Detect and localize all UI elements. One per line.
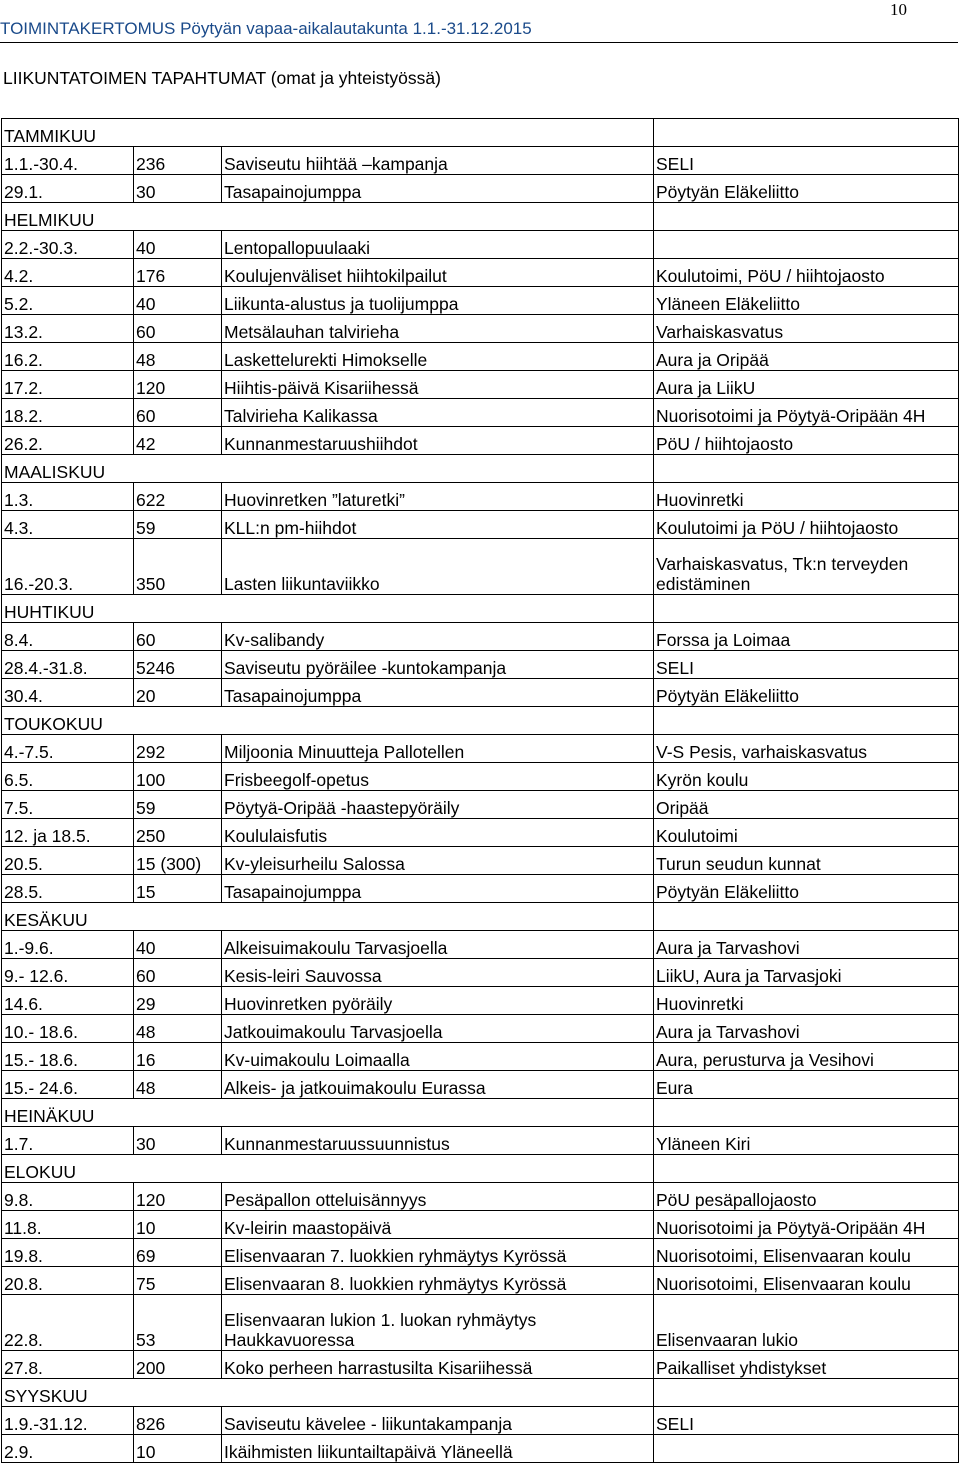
event-organizer: Oripää <box>654 791 959 819</box>
event-organizer: Varhaiskasvatus <box>654 315 959 343</box>
event-name: Koko perheen harrastusilta Kisariihessä <box>222 1351 654 1379</box>
event-row <box>2 147 959 175</box>
event-organizer: V-S Pesis, varhaiskasvatus <box>654 735 959 763</box>
event-name: Saviseutu kävelee - liikuntakampanja <box>222 1407 654 1435</box>
event-organizer: Kyrön koulu <box>654 763 959 791</box>
participant-count: 15 <box>134 875 222 903</box>
event-date: 27.8. <box>2 1351 134 1379</box>
event-organizer: Huovinretki <box>654 483 959 511</box>
document-header: TOIMINTAKERTOMUS Pöytyän vapaa-aikalautakunta 1.1.-31.12.2015 <box>0 19 532 38</box>
event-name: Tasapainojumppa <box>222 679 654 707</box>
event-name: Hiihtis-päivä Kisariihessä <box>222 371 654 399</box>
event-date: 2.2.-30.3. <box>2 231 134 259</box>
event-row <box>2 1267 959 1295</box>
event-row <box>2 679 959 707</box>
month-empty-cell <box>654 1379 959 1407</box>
event-date: 1.7. <box>2 1127 134 1155</box>
month-label: HEINÄKUU <box>2 1099 654 1127</box>
event-organizer: Varhaiskasvatus, Tk:n terveyden edistäminen <box>654 539 959 595</box>
event-row <box>2 1015 959 1043</box>
event-date: 28.5. <box>2 875 134 903</box>
event-name: Pöytyä-Oripää -haastepyöräily <box>222 791 654 819</box>
event-organizer: Aura, perusturva ja Vesihovi <box>654 1043 959 1071</box>
event-row <box>2 539 959 595</box>
event-name: Pesäpallon otteluisännyys <box>222 1183 654 1211</box>
event-name: Alkeis- ja jatkouimakoulu Eurassa <box>222 1071 654 1099</box>
event-organizer: Eura <box>654 1071 959 1099</box>
event-organizer: Pöytyän Eläkeliitto <box>654 175 959 203</box>
month-label: MAALISKUU <box>2 455 654 483</box>
event-row <box>2 427 959 455</box>
event-date: 9.8. <box>2 1183 134 1211</box>
participant-count: 42 <box>134 427 222 455</box>
participant-count: 16 <box>134 1043 222 1071</box>
participant-count: 40 <box>134 287 222 315</box>
participant-count: 200 <box>134 1351 222 1379</box>
event-date: 1.-9.6. <box>2 931 134 959</box>
month-row <box>2 1379 959 1407</box>
event-name: Kesis-leiri Sauvossa <box>222 959 654 987</box>
event-row <box>2 231 959 259</box>
event-date: 12. ja 18.5. <box>2 819 134 847</box>
event-organizer: Nuorisotoimi ja Pöytyä-Oripään 4H <box>654 399 959 427</box>
month-empty-cell <box>654 595 959 623</box>
event-organizer: PöU pesäpallojaosto <box>654 1183 959 1211</box>
event-date: 1.3. <box>2 483 134 511</box>
event-organizer: Forssa ja Loimaa <box>654 623 959 651</box>
event-row <box>2 791 959 819</box>
event-organizer: SELI <box>654 1407 959 1435</box>
event-date: 15.- 24.6. <box>2 1071 134 1099</box>
event-name: Elisenvaaran 7. luokkien ryhmäytys Kyrössä <box>222 1239 654 1267</box>
month-row <box>2 1099 959 1127</box>
event-name: Saviseutu hiihtää –kampanja <box>222 147 654 175</box>
event-date: 5.2. <box>2 287 134 315</box>
event-organizer: Turun seudun kunnat <box>654 847 959 875</box>
participant-count: 30 <box>134 175 222 203</box>
event-name: Elisenvaaran lukion 1. luokan ryhmäytys Haukkavuoressa <box>222 1295 654 1351</box>
month-empty-cell <box>654 1099 959 1127</box>
month-row <box>2 903 959 931</box>
month-row <box>2 595 959 623</box>
event-date: 1.1.-30.4. <box>2 147 134 175</box>
month-empty-cell <box>654 707 959 735</box>
event-date: 6.5. <box>2 763 134 791</box>
event-date: 13.2. <box>2 315 134 343</box>
participant-count: 48 <box>134 1015 222 1043</box>
event-organizer: Nuorisotoimi ja Pöytyä-Oripään 4H <box>654 1211 959 1239</box>
event-date: 22.8. <box>2 1295 134 1351</box>
participant-count: 10 <box>134 1435 222 1463</box>
event-row <box>2 315 959 343</box>
event-row <box>2 819 959 847</box>
month-label: TAMMIKUU <box>2 119 654 147</box>
event-name: Huovinretken pyöräily <box>222 987 654 1015</box>
event-date: 29.1. <box>2 175 134 203</box>
event-organizer: SELI <box>654 651 959 679</box>
event-date: 30.4. <box>2 679 134 707</box>
event-date: 2.9. <box>2 1435 134 1463</box>
event-row <box>2 987 959 1015</box>
participant-count: 59 <box>134 511 222 539</box>
event-row <box>2 175 959 203</box>
participant-count: 40 <box>134 231 222 259</box>
event-date: 4.3. <box>2 511 134 539</box>
event-date: 28.4.-31.8. <box>2 651 134 679</box>
event-row <box>2 847 959 875</box>
event-date: 20.8. <box>2 1267 134 1295</box>
event-row <box>2 1407 959 1435</box>
participant-count: 5246 <box>134 651 222 679</box>
event-organizer: Huovinretki <box>654 987 959 1015</box>
event-organizer: Yläneen Eläkeliitto <box>654 287 959 315</box>
event-name: Huovinretken ”laturetki” <box>222 483 654 511</box>
participant-count: 10 <box>134 1211 222 1239</box>
event-name: Kv-uimakoulu Loimaalla <box>222 1043 654 1071</box>
event-row <box>2 763 959 791</box>
participant-count: 20 <box>134 679 222 707</box>
event-name: Ikäihmisten liikuntailtapäivä Yläneellä <box>222 1435 654 1463</box>
event-row <box>2 959 959 987</box>
event-organizer: Paikalliset yhdistykset <box>654 1351 959 1379</box>
event-organizer: Yläneen Kiri <box>654 1127 959 1155</box>
month-row <box>2 455 959 483</box>
event-row <box>2 511 959 539</box>
event-name: Saviseutu pyöräilee -kuntokampanja <box>222 651 654 679</box>
events-table <box>1 118 959 1463</box>
month-empty-cell <box>654 203 959 231</box>
participant-count: 59 <box>134 791 222 819</box>
event-name: Laskettelurekti Himokselle <box>222 343 654 371</box>
event-date: 17.2. <box>2 371 134 399</box>
participant-count: 48 <box>134 343 222 371</box>
month-row <box>2 1155 959 1183</box>
event-organizer: Aura ja Tarvashovi <box>654 931 959 959</box>
header-rule <box>0 42 958 43</box>
event-row <box>2 371 959 399</box>
event-name: Liikunta-alustus ja tuolijumppa <box>222 287 654 315</box>
event-row <box>2 1295 959 1351</box>
event-date: 4.-7.5. <box>2 735 134 763</box>
participant-count: 292 <box>134 735 222 763</box>
participant-count: 236 <box>134 147 222 175</box>
event-row <box>2 1127 959 1155</box>
event-date: 8.4. <box>2 623 134 651</box>
event-name: Talvirieha Kalikassa <box>222 399 654 427</box>
participant-count: 176 <box>134 259 222 287</box>
event-organizer: Aura ja Oripää <box>654 343 959 371</box>
event-name: Kunnanmestaruushiihdot <box>222 427 654 455</box>
event-date: 14.6. <box>2 987 134 1015</box>
participant-count: 40 <box>134 931 222 959</box>
event-row <box>2 287 959 315</box>
participant-count: 53 <box>134 1295 222 1351</box>
event-date: 20.5. <box>2 847 134 875</box>
event-date: 19.8. <box>2 1239 134 1267</box>
event-name: Tasapainojumppa <box>222 175 654 203</box>
event-name: Tasapainojumppa <box>222 875 654 903</box>
participant-count: 60 <box>134 623 222 651</box>
event-row <box>2 1183 959 1211</box>
participant-count: 622 <box>134 483 222 511</box>
participant-count: 69 <box>134 1239 222 1267</box>
month-label: TOUKOKUU <box>2 707 654 735</box>
events-table-body <box>2 119 959 1463</box>
month-label: SYYSKUU <box>2 1379 654 1407</box>
event-organizer: Aura ja Tarvashovi <box>654 1015 959 1043</box>
event-date: 7.5. <box>2 791 134 819</box>
month-empty-cell <box>654 1155 959 1183</box>
event-organizer: Nuorisotoimi, Elisenvaaran koulu <box>654 1267 959 1295</box>
participant-count: 350 <box>134 539 222 595</box>
event-date: 15.- 18.6. <box>2 1043 134 1071</box>
event-name: Koululaisfutis <box>222 819 654 847</box>
event-name: Koulujenväliset hiihtokilpailut <box>222 259 654 287</box>
event-date: 4.2. <box>2 259 134 287</box>
event-row <box>2 931 959 959</box>
event-name: Jatkouimakoulu Tarvasjoella <box>222 1015 654 1043</box>
event-row <box>2 343 959 371</box>
participant-count: 250 <box>134 819 222 847</box>
month-row <box>2 119 959 147</box>
page-number: 10 <box>890 0 907 19</box>
event-organizer: PöU / hiihtojaosto <box>654 427 959 455</box>
event-name: Kv-leirin maastopäivä <box>222 1211 654 1239</box>
event-name: KLL:n pm-hiihdot <box>222 511 654 539</box>
participant-count: 120 <box>134 371 222 399</box>
month-row <box>2 707 959 735</box>
participant-count: 100 <box>134 763 222 791</box>
section-heading: LIIKUNTATOIMEN TAPAHTUMAT (omat ja yhteistyössä) <box>3 68 441 88</box>
event-date: 16.-20.3. <box>2 539 134 595</box>
event-name: Metsälauhan talvirieha <box>222 315 654 343</box>
event-organizer: LiikU, Aura ja Tarvasjoki <box>654 959 959 987</box>
event-organizer <box>654 231 959 259</box>
participant-count: 60 <box>134 399 222 427</box>
event-date: 11.8. <box>2 1211 134 1239</box>
event-organizer: Nuorisotoimi, Elisenvaaran koulu <box>654 1239 959 1267</box>
event-date: 18.2. <box>2 399 134 427</box>
participant-count: 30 <box>134 1127 222 1155</box>
event-name: Kv-yleisurheilu Salossa <box>222 847 654 875</box>
month-empty-cell <box>654 455 959 483</box>
event-organizer: SELI <box>654 147 959 175</box>
event-date: 9.- 12.6. <box>2 959 134 987</box>
participant-count: 60 <box>134 315 222 343</box>
event-organizer: Koulutoimi, PöU / hiihtojaosto <box>654 259 959 287</box>
event-row <box>2 259 959 287</box>
event-name: Miljoonia Minuutteja Pallotellen <box>222 735 654 763</box>
month-empty-cell <box>654 119 959 147</box>
participant-count: 826 <box>134 1407 222 1435</box>
event-date: 26.2. <box>2 427 134 455</box>
event-row <box>2 735 959 763</box>
participant-count: 120 <box>134 1183 222 1211</box>
event-date: 1.9.-31.12. <box>2 1407 134 1435</box>
event-date: 16.2. <box>2 343 134 371</box>
event-name: Kv-salibandy <box>222 623 654 651</box>
event-row <box>2 1043 959 1071</box>
event-row <box>2 623 959 651</box>
event-row <box>2 1351 959 1379</box>
participant-count: 75 <box>134 1267 222 1295</box>
event-name: Lentopallopuulaaki <box>222 231 654 259</box>
month-empty-cell <box>654 903 959 931</box>
event-organizer: Elisenvaaran lukio <box>654 1295 959 1351</box>
event-row <box>2 1435 959 1463</box>
month-row <box>2 203 959 231</box>
month-label: KESÄKUU <box>2 903 654 931</box>
month-label: HUHTIKUU <box>2 595 654 623</box>
event-organizer: Koulutoimi <box>654 819 959 847</box>
event-organizer: Pöytyän Eläkeliitto <box>654 875 959 903</box>
event-organizer: Aura ja LiikU <box>654 371 959 399</box>
event-name: Alkeisuimakoulu Tarvasjoella <box>222 931 654 959</box>
event-organizer: Pöytyän Eläkeliitto <box>654 679 959 707</box>
month-label: ELOKUU <box>2 1155 654 1183</box>
event-row <box>2 875 959 903</box>
participant-count: 48 <box>134 1071 222 1099</box>
event-row <box>2 651 959 679</box>
participant-count: 29 <box>134 987 222 1015</box>
event-name: Kunnanmestaruussuunnistus <box>222 1127 654 1155</box>
event-row <box>2 399 959 427</box>
event-name: Elisenvaaran 8. luokkien ryhmäytys Kyrössä <box>222 1267 654 1295</box>
participant-count: 60 <box>134 959 222 987</box>
participant-count: 15 (300) <box>134 847 222 875</box>
event-row <box>2 1211 959 1239</box>
event-date: 10.- 18.6. <box>2 1015 134 1043</box>
event-name: Lasten liikuntaviikko <box>222 539 654 595</box>
event-row <box>2 483 959 511</box>
event-name: Frisbeegolf-opetus <box>222 763 654 791</box>
event-row <box>2 1071 959 1099</box>
event-organizer <box>654 1435 959 1463</box>
event-row <box>2 1239 959 1267</box>
month-label: HELMIKUU <box>2 203 654 231</box>
event-organizer: Koulutoimi ja PöU / hiihtojaosto <box>654 511 959 539</box>
